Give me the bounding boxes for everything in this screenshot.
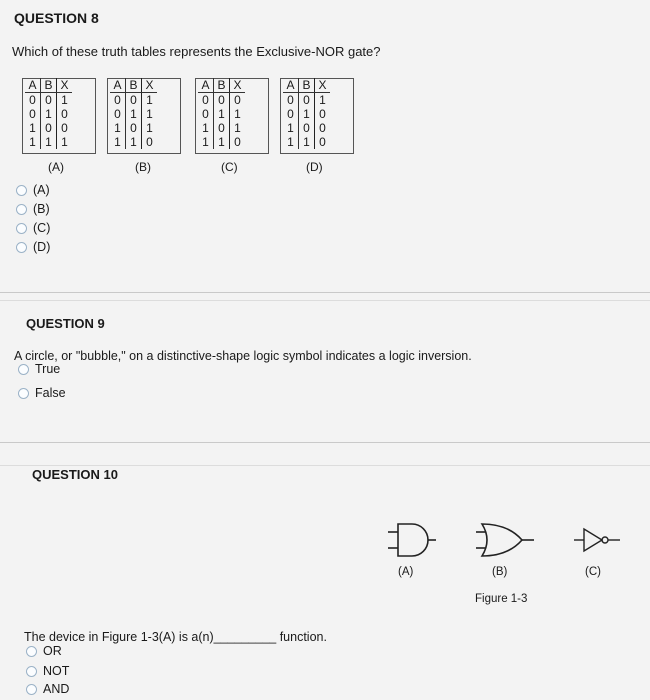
q10-option-or[interactable] — [26, 644, 62, 658]
radio-button[interactable] — [16, 204, 27, 215]
q10-title: QUESTION 10 — [32, 467, 118, 482]
truth-table-a-label: (A) — [48, 160, 64, 174]
tt-cell: 1 — [315, 93, 331, 108]
truth-table-d — [283, 78, 330, 149]
tt-cell: 0 — [299, 121, 315, 135]
q9-question: A circle, or "bubble," on a distinctive-shape logic symbol indicates a logic inversion. — [14, 349, 472, 363]
option-label: (C) — [33, 221, 51, 235]
q9-option-true[interactable] — [18, 362, 60, 376]
q9-title: QUESTION 9 — [26, 316, 105, 331]
tt-cell: 0 — [315, 135, 331, 149]
tt-cell: 1 — [41, 135, 57, 149]
tt-cell: 1 — [299, 135, 315, 149]
q10-question: The device in Figure 1-3(A) is a(n)_________ function. — [24, 630, 327, 644]
tt-cell: 0 — [142, 135, 158, 149]
tt-cell: 1 — [126, 135, 142, 149]
option-label: True — [35, 362, 61, 376]
q8-option-c[interactable] — [16, 221, 50, 235]
tt-cell: 1 — [214, 107, 230, 121]
tt-cell: 0 — [114, 93, 121, 107]
tt-cell: 1 — [230, 121, 246, 135]
truth-table-d-label: (D) — [306, 160, 323, 174]
option-label: False — [35, 386, 66, 400]
tt-cell: 1 — [57, 93, 73, 108]
tt-header: A — [110, 78, 126, 93]
tt-header: X — [315, 78, 331, 93]
divider — [0, 465, 650, 466]
tt-cell: 1 — [202, 135, 209, 149]
tt-header: B — [299, 78, 315, 93]
q8-title: QUESTION 8 — [14, 10, 99, 26]
option-label: NOT — [43, 664, 70, 678]
tt-cell: 0 — [202, 107, 209, 121]
tt-cell: 1 — [202, 121, 209, 135]
figure-1-3 — [388, 520, 648, 560]
tt-cell: 1 — [41, 107, 57, 121]
radio-button[interactable] — [18, 364, 29, 375]
not-gate-icon — [574, 529, 620, 551]
radio-button[interactable] — [16, 185, 27, 196]
q8-question: Which of these truth tables represents the Exclusive-NOR gate? — [12, 44, 381, 59]
tt-cell: 0 — [230, 135, 246, 149]
divider — [0, 292, 650, 293]
tt-header: A — [198, 78, 214, 93]
tt-cell: 0 — [41, 121, 57, 135]
tt-cell: 1 — [214, 135, 230, 149]
tt-cell: 0 — [287, 107, 294, 121]
tt-cell: 1 — [142, 93, 158, 108]
option-label: OR — [43, 644, 62, 658]
q8-option-a[interactable] — [16, 183, 50, 197]
tt-cell: 0 — [57, 107, 73, 121]
tt-cell: 1 — [299, 107, 315, 121]
tt-cell: 0 — [299, 93, 315, 108]
divider — [0, 300, 650, 301]
option-label: (B) — [33, 202, 50, 216]
option-label: AND — [43, 682, 70, 696]
tt-cell: 1 — [142, 107, 158, 121]
radio-button[interactable] — [26, 666, 37, 677]
tt-header: B — [41, 78, 57, 93]
tt-cell: 1 — [142, 121, 158, 135]
tt-cell: 1 — [29, 135, 36, 149]
tt-header: X — [142, 78, 158, 93]
tt-cell: 0 — [29, 93, 36, 107]
tt-cell: 0 — [230, 93, 246, 108]
tt-cell: 0 — [315, 107, 331, 121]
radio-button[interactable] — [18, 388, 29, 399]
figure-label-b: (B) — [492, 566, 508, 578]
radio-button[interactable] — [16, 223, 27, 234]
option-label: (A) — [33, 183, 50, 197]
radio-button[interactable] — [26, 684, 37, 695]
q10-option-not[interactable] — [26, 664, 69, 678]
figure-label-c: (C) — [585, 566, 601, 578]
tt-header: B — [214, 78, 230, 93]
truth-table-b-label: (B) — [135, 160, 151, 174]
truth-table-b — [110, 78, 157, 149]
tt-cell: 1 — [287, 121, 294, 135]
tt-cell: 0 — [126, 121, 142, 135]
tt-cell: 1 — [230, 107, 246, 121]
figure-label-a: (A) — [398, 566, 414, 578]
truth-table-c — [198, 78, 245, 149]
divider — [0, 442, 650, 443]
tt-cell: 0 — [287, 93, 294, 107]
q9-option-false[interactable] — [18, 386, 66, 400]
q8-option-b[interactable] — [16, 202, 50, 216]
tt-cell: 1 — [29, 121, 36, 135]
tt-cell: 0 — [41, 93, 57, 108]
tt-cell: 0 — [114, 107, 121, 121]
tt-cell: 0 — [214, 93, 230, 108]
and-gate-icon — [388, 524, 436, 556]
figure-caption: Figure 1-3 — [475, 593, 528, 605]
tt-header: A — [25, 78, 41, 93]
q10-option-and[interactable] — [26, 682, 69, 696]
tt-cell: 1 — [114, 135, 121, 149]
tt-cell: 1 — [57, 135, 73, 149]
q8-option-d[interactable] — [16, 240, 50, 254]
radio-button[interactable] — [16, 242, 27, 253]
tt-cell: 0 — [126, 93, 142, 108]
tt-cell: 0 — [202, 93, 209, 107]
radio-button[interactable] — [26, 646, 37, 657]
tt-header: X — [57, 78, 73, 93]
truth-table-c-label: (C) — [221, 160, 238, 174]
tt-header: X — [230, 78, 246, 93]
tt-cell: 0 — [57, 121, 73, 135]
tt-header: A — [283, 78, 299, 93]
option-label: (D) — [33, 240, 51, 254]
tt-cell: 1 — [287, 135, 294, 149]
tt-cell: 0 — [214, 121, 230, 135]
tt-cell: 1 — [126, 107, 142, 121]
tt-header: B — [126, 78, 142, 93]
or-gate-icon — [476, 524, 534, 556]
truth-table-a — [25, 78, 72, 149]
tt-cell: 0 — [29, 107, 36, 121]
tt-cell: 1 — [114, 121, 121, 135]
tt-cell: 0 — [315, 121, 331, 135]
